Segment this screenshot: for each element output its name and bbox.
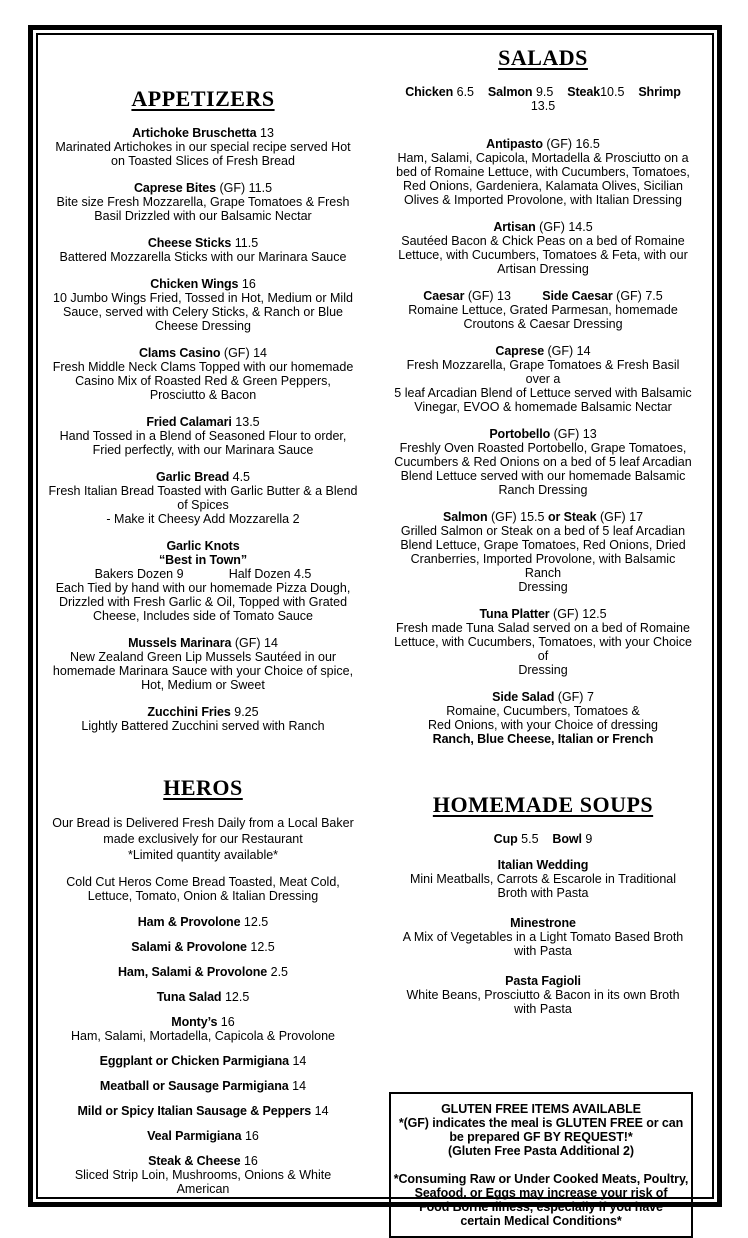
menu-item-name-line: [393, 858, 693, 872]
heros-coldcut-line: Lettuce, Tomato, Onion & Italian Dressing: [87, 889, 319, 903]
menu-item-description: [393, 621, 693, 677]
menu-item: [393, 344, 693, 414]
menu-item: [48, 470, 358, 526]
menu-item-price: 14: [288, 1079, 307, 1093]
menu-item-price: 12.5: [221, 990, 250, 1004]
menu-item: [48, 277, 358, 333]
section-heros: [48, 775, 358, 1196]
appetizers-items: [48, 126, 358, 733]
menu-item-description: [393, 930, 693, 958]
menu-item-name: Antipasto: [486, 137, 543, 151]
menu-item: [48, 1015, 358, 1043]
menu-item-desc-line: 5 leaf Arcadian Blend of Lettuce served with Balsamic: [394, 386, 692, 400]
menu-item-price: (GF) 14: [220, 346, 267, 360]
price-pair-label: Steak: [567, 85, 601, 99]
menu-item-description: [393, 303, 693, 331]
menu-item-desc-line: Cucumbers & Red Onions on a bed of 5 leaf Arcadian: [394, 455, 692, 469]
menu-item-name-line: [393, 220, 693, 234]
menu-item-description: [393, 988, 693, 1016]
menu-item-desc-line: with Pasta: [514, 1002, 572, 1016]
menu-item-name: Pasta Fagioli: [505, 974, 581, 988]
price-pair: [488, 85, 567, 99]
menu-item-price2: (GF) 7.5: [612, 289, 663, 303]
menu-item-desc-line: Cheese, Includes side of Tomato Sauce: [92, 609, 314, 623]
menu-item-name-line: [48, 346, 358, 360]
menu-item-price: 13: [256, 126, 274, 140]
menu-item: [48, 346, 358, 402]
heros-coldcut-note: [48, 875, 358, 903]
menu-item: [48, 940, 358, 954]
menu-item: [48, 1054, 358, 1068]
menu-item-desc-line: Bite size Fresh Mozzarella, Grape Tomatoes & Fresh: [56, 195, 350, 209]
menu-item-name: Caprese Bites: [133, 181, 217, 195]
menu-item-name-line: [48, 1054, 358, 1068]
menu-item-desc-line: Artisan Dressing: [497, 262, 589, 276]
menu-item-name-line: [48, 415, 358, 429]
menu-item-name-line: [48, 990, 358, 1004]
menu-item-desc-line: Freshly Oven Roasted Portobello, Grape Tomatoes,: [399, 441, 687, 455]
menu-item-name: Side Salad: [492, 690, 555, 704]
menu-item: [48, 539, 358, 623]
heros-intro: [48, 815, 358, 863]
heros-items: [48, 915, 358, 1196]
menu-item: [48, 181, 358, 223]
menu-item-name-line: [48, 636, 358, 650]
right-column: [393, 35, 693, 1238]
menu-item-priceline: Bakers Dozen 9 Half Dozen 4.5: [94, 567, 312, 581]
menu-item-desc-line: Red Onions, with your Choice of dressing: [428, 718, 658, 732]
menu-item-name-line: [48, 470, 358, 484]
menu-item-desc-line: bed of Romaine Lettuce, with Cucumbers, Tomatoes,: [396, 165, 690, 179]
menu-item-desc-line: Cheese Dressing: [155, 319, 251, 333]
menu-item-name-line: [48, 965, 358, 979]
menu-item: [48, 636, 358, 692]
menu-item-description: [48, 291, 358, 333]
menu-item-name-line: [393, 607, 693, 621]
menu-item-name2: Side Caesar: [542, 289, 613, 303]
menu-item-name: Ham & Provolone: [137, 915, 241, 929]
menu-item-description: [48, 360, 358, 402]
menu-item-desc-line: Lightly Battered Zucchini served with Ranch: [81, 719, 325, 733]
menu-item-price: (GF) 16.5: [542, 137, 600, 151]
gf-box-line: be prepared GF BY REQUEST!*: [449, 1130, 633, 1144]
menu-item-name: Garlic Knots: [166, 539, 240, 553]
menu-outer-border: [28, 25, 722, 1228]
menu-item-desc-line: Red Onions, Gardeniera, Kalamata Olives, Sicilian: [403, 179, 683, 193]
menu-item-desc-line: Sauce, served with Celery Sticks, & Ranch or Blue: [63, 305, 343, 319]
menu-item-desc-line: Mini Meatballs, Carrots & Escarole in Traditional: [409, 872, 677, 886]
gf-box-line: Food Borne Illness, especially if you have: [419, 1200, 663, 1214]
menu-item-name: Steak & Cheese: [148, 1154, 241, 1168]
menu-item-name: Italian Wedding: [497, 858, 589, 872]
menu-item-desc-line: Blend Lettuce served with our homemade Balsamic: [400, 469, 686, 483]
gf-box-line: certain Medical Conditions*: [460, 1214, 622, 1228]
menu-item-name-line: [48, 1129, 358, 1143]
menu-item-name: Monty’s: [171, 1015, 218, 1029]
menu-item-price: (GF) 11.5: [216, 181, 273, 195]
menu-item: [393, 510, 693, 594]
appetizers-heading: APPETIZERS: [131, 86, 275, 111]
menu-item-name: Zucchini Fries: [147, 705, 231, 719]
menu-item-desc-line: Hot, Medium or Sweet: [141, 678, 265, 692]
menu-item-description: [48, 1029, 358, 1043]
menu-item: [48, 1129, 358, 1143]
salads-protein-addons-row: [393, 85, 693, 113]
menu-item-name-line: [393, 344, 693, 358]
menu-item-name: Salmon: [442, 510, 488, 524]
salads-heading: SALADS: [498, 45, 588, 70]
heros-intro-line: Our Bread is Delivered Fresh Daily from a Local Baker: [52, 816, 354, 830]
gf-box-line: Seafood, or Eggs may increase your risk of: [414, 1186, 668, 1200]
menu-item-desc-line: Broth with Pasta: [497, 886, 589, 900]
gf-box-line: (Gluten Free Pasta Additional 2): [448, 1144, 634, 1158]
menu-item: [393, 974, 693, 1016]
menu-item: [48, 415, 358, 457]
menu-item-price: (GF) 13: [464, 289, 543, 303]
menu-item-name: Artichoke Bruschetta: [132, 126, 257, 140]
section-soups: [393, 792, 693, 1016]
gf-box-line: GLUTEN FREE ITEMS AVAILABLE: [441, 1102, 641, 1116]
menu-item-name-line: [48, 181, 358, 195]
menu-item-desc-line: Basil Drizzled with our Balsamic Nectar: [94, 209, 312, 223]
price-pair: [494, 832, 553, 846]
menu-item-name: Veal Parmigiana: [147, 1129, 242, 1143]
menu-item-desc-line: Romaine Lettuce, Grated Parmesan, homemade: [408, 303, 678, 317]
menu-item-desc-line: on Toasted Slices of Fresh Bread: [111, 154, 295, 168]
menu-item-name: Caesar: [423, 289, 465, 303]
menu-item-name: Fried Calamari: [146, 415, 232, 429]
menu-item-name-line: [393, 510, 693, 524]
menu-item-name-line: [48, 1104, 358, 1118]
menu-item-name-line: [393, 916, 693, 930]
menu-item-desc-line: Olives & Imported Provolone, with Italian Dressing: [404, 193, 682, 207]
menu-item-desc-line: Dressing: [518, 663, 568, 677]
menu-item-name-line: [393, 137, 693, 151]
menu-item-desc-line: Prosciutto & Bacon: [149, 388, 257, 402]
price-pair-value: 9: [581, 832, 593, 846]
section-appetizers: [48, 86, 358, 733]
menu-item-name2: or Steak: [547, 510, 597, 524]
menu-item-description: [393, 358, 693, 414]
price-pair-label: Chicken: [405, 85, 454, 99]
menu-item-price: 16: [241, 1129, 259, 1143]
menu-item-price: (GF) 7: [554, 690, 594, 704]
menu-item-name: Eggplant or Chicken Parmigiana: [99, 1054, 289, 1068]
menu-item: [393, 858, 693, 900]
price-pair-label: Bowl: [552, 832, 582, 846]
menu-item-desc-line: homemade Marinara Sauce with your Choice of spice,: [52, 664, 354, 678]
menu-item-name-line: [48, 1015, 358, 1029]
price-pair-label: Cup: [493, 832, 518, 846]
menu-item-price: (GF) 12.5: [549, 607, 607, 621]
menu-item-description: [48, 1168, 358, 1196]
menu-item-description: [48, 250, 358, 264]
menu-item-description: [393, 234, 693, 276]
section-salads: [393, 45, 693, 746]
menu-item-price: (GF) 13: [550, 427, 597, 441]
menu-item-desc-line: Hand Tossed in a Blend of Seasoned Flour to order,: [59, 429, 347, 443]
menu-item-desc-line: Sliced Strip Loin, Mushrooms, Onions & White American: [74, 1168, 332, 1196]
menu-item-name: Tuna Platter: [479, 607, 550, 621]
heros-heading: HEROS: [163, 775, 243, 800]
price-pair-value: 13.5: [530, 99, 556, 113]
menu-item-desc-line: Ranch Dressing: [498, 483, 588, 497]
menu-item-name-line: [48, 277, 358, 291]
menu-item-desc-line: Casino Mix of Roasted Red & Green Peppers,: [75, 374, 331, 388]
menu-item: [393, 607, 693, 677]
menu-item-name-line: [48, 126, 358, 140]
menu-item: [48, 705, 358, 733]
menu-item-price: 2.5: [267, 965, 288, 979]
menu-item-name: Tuna Salad: [156, 990, 222, 1004]
menu-item: [393, 220, 693, 276]
menu-item-name-line: [48, 1079, 358, 1093]
menu-item-name-line: [393, 974, 693, 988]
menu-item-desc-line: Battered Mozzarella Sticks with our Marinara Sauce: [59, 250, 347, 264]
price-pair: [552, 832, 592, 846]
menu-item-description: [48, 429, 358, 457]
menu-item-desc-line: A Mix of Vegetables in a Light Tomato Based Broth: [402, 930, 684, 944]
price-pair-label: Salmon: [487, 85, 533, 99]
menu-item-price: 16: [240, 1154, 258, 1168]
menu-item-price2: (GF) 17: [596, 510, 644, 524]
price-pair-value: 6.5: [453, 85, 488, 99]
menu-item-description: [48, 140, 358, 168]
menu-item-name: Portobello: [489, 427, 551, 441]
menu-item-name: Ham, Salami & Provolone: [118, 965, 268, 979]
menu-item: [48, 990, 358, 1004]
menu-item-price: 16: [238, 277, 256, 291]
menu-item-desc-line: Fresh Italian Bread Toasted with Garlic Butter & a Blend: [48, 484, 358, 498]
heros-intro-line: made exclusively for our Restaurant: [103, 832, 303, 846]
gf-box-line: *(GF) indicates the meal is GLUTEN FREE or can: [398, 1116, 684, 1130]
menu-item: [393, 137, 693, 207]
menu-item-name: Meatball or Sausage Parmigiana: [99, 1079, 289, 1093]
menu-item-desc-line: Drizzled with Fresh Garlic & Oil, Topped with Grated: [58, 595, 348, 609]
menu-item-name: Garlic Bread: [155, 470, 230, 484]
menu-item-desc-line: Grilled Salmon or Steak on a bed of 5 leaf Arcadian: [400, 524, 686, 538]
menu-item-description: [393, 872, 693, 900]
menu-item-description: [393, 704, 693, 732]
menu-item-desc-line: Romaine, Cucumbers, Tomatoes &: [446, 704, 640, 718]
menu-item-price: (GF) 14: [544, 344, 591, 358]
menu-item-desc-line: Fresh made Tuna Salad served on a bed of Romaine: [396, 621, 690, 635]
menu-item-desc-line: Dressing: [518, 580, 568, 594]
menu-item-desc-line: Cranberries, Imported Provolone, with Balsamic Ranch: [410, 552, 676, 580]
menu-item-desc-line: Sautéed Bacon & Chick Peas on a bed of Romaine: [401, 234, 685, 248]
menu-item-name: Cheese Sticks: [147, 236, 232, 250]
heros-intro-line: *Limited quantity available*: [127, 848, 279, 862]
menu-item: [48, 126, 358, 168]
menu-item-price: (GF) 15.5: [487, 510, 548, 524]
gf-box-spacer: [393, 1158, 689, 1172]
menu-item-description: [393, 151, 693, 207]
menu-item-price: 13.5: [231, 415, 260, 429]
menu-item: [393, 690, 693, 746]
menu-item-name: Caprese: [495, 344, 545, 358]
price-pair-label: Shrimp: [638, 85, 681, 99]
price-pair: [567, 85, 638, 99]
menu-item: [48, 1154, 358, 1196]
menu-item-description: [48, 581, 358, 623]
menu-item: [48, 1079, 358, 1093]
menu-item-description: [48, 650, 358, 692]
menu-item-name: Clams Casino: [138, 346, 221, 360]
menu-item: [48, 236, 358, 264]
price-pair-value: 5.5: [517, 832, 553, 846]
soups-heading: HOMEMADE SOUPS: [432, 792, 654, 817]
price-pair: [405, 85, 488, 99]
menu-item: [393, 289, 693, 331]
price-pair-value: 10.5: [600, 85, 639, 99]
menu-item-price: 11.5: [231, 236, 259, 250]
soups-sizes-row: [393, 832, 693, 846]
menu-item-name-line: [48, 539, 358, 553]
menu-item-desc-line: Ham, Salami, Mortadella, Capicola & Provolone: [70, 1029, 335, 1043]
menu-item-desc-line: New Zealand Green Lip Mussels Sautéed in our: [69, 650, 337, 664]
soups-items: [393, 858, 693, 1016]
gf-box-line: *Consuming Raw or Under Cooked Meats, Poultry,: [393, 1172, 689, 1186]
menu-item-price: (GF) 14.5: [535, 220, 593, 234]
menu-item-description: [48, 719, 358, 733]
menu-item-name-line: [48, 940, 358, 954]
menu-item-name: Mild or Spicy Italian Sausage & Peppers: [77, 1104, 312, 1118]
menu-item-desc-line: Fried perfectly, with our Marinara Sauce: [92, 443, 314, 457]
menu-inner-border: [36, 33, 714, 1228]
menu-item-desc-line: Lettuce, with Cucumbers, Tomatoes, with your Choice of: [394, 635, 692, 663]
left-column: [48, 35, 358, 1207]
gluten-free-box: [389, 1092, 693, 1238]
menu-item-price: 4.5: [229, 470, 250, 484]
menu-item-price: 14: [311, 1104, 329, 1118]
menu-item-name-line: [48, 236, 358, 250]
menu-item-name-line: [393, 427, 693, 441]
menu-item-description: [48, 195, 358, 223]
menu-item-name: Minestrone: [510, 916, 576, 930]
price-pair-value: 9.5: [532, 85, 568, 99]
menu-item-desc-line: Fresh Middle Neck Clams Topped with our homemade: [52, 360, 354, 374]
menu-item-subtitle: “Best in Town”: [159, 553, 247, 567]
menu-item-desc-line: Marinated Artichokes in our special recipe served Hot: [55, 140, 351, 154]
menu-item-description: [48, 484, 358, 526]
menu-item-name-line: [48, 915, 358, 929]
menu-item-name: Mussels Marinara: [128, 636, 232, 650]
menu-item-desc-line: Croutons & Caesar Dressing: [463, 317, 623, 331]
menu-item-price: 12.5: [240, 915, 269, 929]
menu-item-name-line: [48, 705, 358, 719]
menu-item-desc-line: Each Tied by hand with our homemade Pizza Dough,: [55, 581, 351, 595]
menu-item-name-line: [393, 289, 693, 303]
menu-item-name: Salami & Provolone: [131, 940, 247, 954]
menu-item-price: 14: [289, 1054, 307, 1068]
menu-item-description-bold: Ranch, Blue Cheese, Italian or French: [432, 732, 654, 746]
menu-item-description: [393, 524, 693, 594]
menu-item-name: Chicken Wings: [150, 277, 239, 291]
menu-item: [48, 965, 358, 979]
menu-item-desc-line: Blend Lettuce, Grape Tomatoes, Red Onions, Dried: [400, 538, 686, 552]
menu-item-price: 12.5: [246, 940, 275, 954]
menu-item-desc-line: - Make it Cheesy Add Mozzarella 2: [106, 512, 300, 526]
heros-coldcut-line: Cold Cut Heros Come Bread Toasted, Meat Cold,: [66, 875, 340, 889]
menu-item-desc-line: Ham, Salami, Capicola, Mortadella & Prosciutto on a: [397, 151, 689, 165]
menu-item-desc-line: Lettuce, with Cucumbers, Tomatoes & Feta, with our: [398, 248, 688, 262]
menu-item-desc-line: 10 Jumbo Wings Fried, Tossed in Hot, Medium or Mild: [53, 291, 353, 305]
menu-item-price: 9.25: [230, 705, 259, 719]
menu-item-description: [393, 441, 693, 497]
menu-item-desc-line: White Beans, Prosciutto & Bacon in its own Broth: [406, 988, 680, 1002]
menu-item-name-line: [48, 1154, 358, 1168]
menu-item-price: (GF) 14: [231, 636, 278, 650]
menu-item: [48, 1104, 358, 1118]
salads-items: [393, 137, 693, 746]
menu-item: [393, 916, 693, 958]
menu-item-desc-line: Vinegar, EVOO & homemade Balsamic Nectar: [414, 400, 672, 414]
menu-item-desc-line: Fresh Mozzarella, Grape Tomatoes & Fresh Basil over a: [406, 358, 680, 386]
menu-item-desc-line: of Spices: [177, 498, 229, 512]
menu-item-name-line: [393, 690, 693, 704]
menu-item-name: Artisan: [493, 220, 536, 234]
menu-item-price: 16: [217, 1015, 235, 1029]
menu-item: [393, 427, 693, 497]
menu-item: [48, 915, 358, 929]
menu-item-desc-line: with Pasta: [514, 944, 572, 958]
